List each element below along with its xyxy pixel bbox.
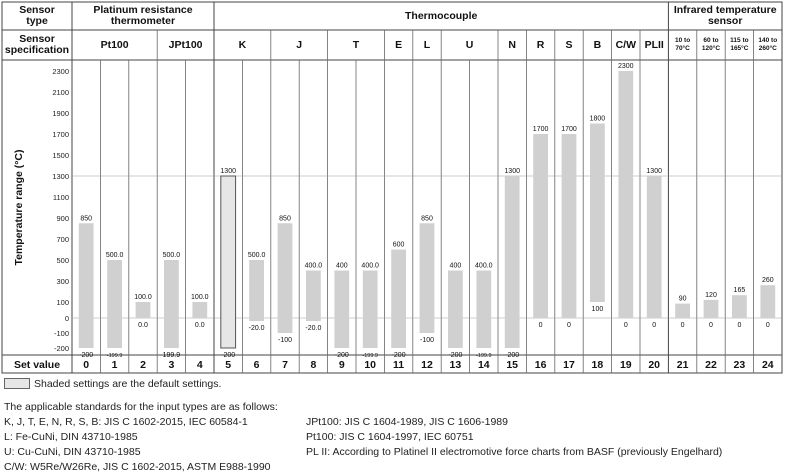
set-value-15: 15 xyxy=(506,359,519,371)
standards-intro: The applicable standards for the input types are as follows: xyxy=(4,401,278,413)
set-value-1: 1 xyxy=(111,359,118,371)
range-bar-7 xyxy=(278,223,293,333)
max-label-19: 2300 xyxy=(618,63,634,70)
set-value-16: 16 xyxy=(534,359,547,371)
min-label-24: 0 xyxy=(765,322,770,329)
sensor-type-label: Sensor type xyxy=(19,4,55,27)
y-tick-label-4: 1500 xyxy=(52,151,69,160)
range-bar-15 xyxy=(505,176,520,348)
set-value-3: 3 xyxy=(168,359,175,371)
range-bar-12 xyxy=(420,223,435,333)
range-bar-1 xyxy=(107,260,122,348)
max-label-1: 500.0 xyxy=(105,252,124,259)
min-label-9: -200 xyxy=(334,352,349,359)
min-label-12: -100 xyxy=(419,337,435,344)
set-value-22: 22 xyxy=(705,359,717,371)
range-bar-16 xyxy=(533,134,548,318)
min-label-23: 0 xyxy=(737,322,742,329)
set-value-12: 12 xyxy=(421,359,433,371)
set-value-8: 8 xyxy=(310,359,317,371)
set-value-2: 2 xyxy=(140,359,146,371)
y-tick-label-6: 1100 xyxy=(52,193,69,202)
group-label-1: Thermocouple xyxy=(405,10,478,22)
range-bar-2 xyxy=(136,302,151,318)
default-setting-legend-swatch xyxy=(4,378,30,389)
standard-right-2: Pt100: JIS C 1604-1997, IEC 60751 xyxy=(306,431,474,443)
min-label-0: -200 xyxy=(79,352,94,359)
y-tick-label-7: 900 xyxy=(56,214,69,223)
spec-label-17: 140 to 260°C xyxy=(758,37,778,52)
min-label-3: 199.9 xyxy=(162,351,181,359)
spec-label-15: 60 to 120°C xyxy=(701,37,721,52)
min-label-22: 0 xyxy=(709,322,713,329)
min-label-11: -200 xyxy=(391,352,406,359)
min-label-18: 100 xyxy=(591,306,604,313)
min-label-15: -200 xyxy=(505,352,520,359)
min-label-21: 0 xyxy=(680,322,685,329)
max-label-11: 600 xyxy=(392,241,405,249)
max-label-6: 500.0 xyxy=(247,252,266,259)
max-label-15: 1300 xyxy=(504,168,520,175)
y-tick-label-2: 1900 xyxy=(52,109,69,118)
max-label-8: 400.0 xyxy=(304,262,323,270)
max-label-10: 400.0 xyxy=(361,262,379,270)
range-bar-18 xyxy=(590,124,605,303)
set-value-9: 9 xyxy=(338,359,345,371)
set-value-21: 21 xyxy=(676,359,689,371)
spec-label-0: Pt100 xyxy=(100,39,129,51)
spec-label-7: U xyxy=(465,39,474,51)
y-tick-label-13: -100 xyxy=(53,329,69,338)
spec-label-12: C/W xyxy=(615,39,637,51)
set-value-10: 10 xyxy=(364,359,377,371)
range-bar-24 xyxy=(760,285,775,318)
y-tick-label-0: 2300 xyxy=(52,67,69,76)
set-value-7: 7 xyxy=(282,359,288,371)
standard-left-3: U: Cu-CuNi, DIN 43710-1985 xyxy=(4,446,141,458)
range-bar-6 xyxy=(249,260,264,321)
max-label-12: 850 xyxy=(421,215,433,223)
set-value-23: 23 xyxy=(733,359,746,371)
sensor-spec-label: Sensor specification xyxy=(4,33,70,56)
min-label-4: 0.0 xyxy=(194,322,205,329)
max-label-20: 1300 xyxy=(646,168,662,175)
y-tick-label-3: 1700 xyxy=(52,130,69,139)
legend-note: Shaded settings are the default settings. xyxy=(34,378,222,390)
min-label-1: -199.9 xyxy=(106,352,123,359)
range-bar-5 xyxy=(221,176,236,348)
max-label-23: 165 xyxy=(733,287,746,295)
set-value-14: 14 xyxy=(477,359,490,371)
max-label-4: 100.0 xyxy=(191,294,209,301)
max-label-24: 260 xyxy=(761,277,774,285)
max-label-16: 1700 xyxy=(532,126,549,133)
spec-label-3: J xyxy=(296,39,303,51)
range-bar-20 xyxy=(647,176,662,318)
spec-label-2: K xyxy=(238,39,247,51)
set-value-18: 18 xyxy=(591,359,604,371)
standard-left-1: K, J, T, E, N, R, S, B: JIS C 1602-2015, IEC 60584-1 xyxy=(4,416,248,428)
set-value-17: 17 xyxy=(563,359,575,371)
range-bar-4 xyxy=(192,302,207,318)
min-label-2: 0.0 xyxy=(138,322,148,329)
set-value-5: 5 xyxy=(225,359,232,371)
min-label-7: -100 xyxy=(277,337,293,344)
min-label-17: 0 xyxy=(567,322,571,329)
max-label-5: 1300 xyxy=(220,168,236,175)
group-label-0: Platinum resistance thermometer xyxy=(93,4,193,27)
max-label-0: 850 xyxy=(80,215,93,223)
standard-right-1: JPt100: JIS C 1604-1989, JIS C 1606-1989 xyxy=(306,416,508,428)
min-label-20: 0 xyxy=(652,322,657,329)
min-label-5: -200 xyxy=(221,352,236,359)
spec-label-5: E xyxy=(395,39,403,51)
standard-left-2: L: Fe-CuNi, DIN 43710-1985 xyxy=(4,431,138,443)
set-value-24: 24 xyxy=(761,359,774,371)
range-bar-14 xyxy=(476,271,491,348)
min-label-19: 0 xyxy=(623,322,628,329)
spec-label-13: PLII xyxy=(644,39,664,51)
y-tick-label-12: 0 xyxy=(64,314,69,323)
max-label-18: 1800 xyxy=(589,115,606,123)
spec-label-10: S xyxy=(565,39,573,51)
set-value-4: 4 xyxy=(196,359,203,371)
spec-label-9: R xyxy=(536,39,545,51)
y-axis-title: Temperature range (°C) xyxy=(13,149,25,266)
y-tick-label-1: 2100 xyxy=(52,88,69,97)
standard-left-4: C/W: W5Re/W26Re, JIS C 1602-2015, ASTM E988-1990 xyxy=(4,461,271,473)
set-value-20: 20 xyxy=(648,359,661,371)
y-tick-label-5: 1300 xyxy=(52,172,69,181)
min-label-14: -199.9 xyxy=(475,352,492,359)
max-label-9: 400 xyxy=(335,262,348,270)
y-tick-label-11: 100 xyxy=(56,298,69,307)
y-tick-label-8: 700 xyxy=(56,235,69,244)
max-label-7: 850 xyxy=(279,215,291,223)
range-bar-23 xyxy=(732,295,747,318)
max-label-3: 500.0 xyxy=(162,252,181,259)
max-label-17: 1700 xyxy=(561,126,577,133)
spec-label-6: L xyxy=(423,39,431,51)
set-value-11: 11 xyxy=(393,359,405,371)
min-label-16: 0 xyxy=(538,322,543,329)
set-value-19: 19 xyxy=(619,359,632,371)
range-bar-22 xyxy=(704,300,719,318)
range-bar-9 xyxy=(334,271,349,349)
max-label-21: 90 xyxy=(678,295,687,303)
range-bar-13 xyxy=(448,271,463,349)
standard-right-3: PL II: According to Platinel II electromotive force charts from BASF (previously Engelhard) xyxy=(306,446,723,458)
spec-label-16: 115 to 165°C xyxy=(730,37,749,52)
set-value-label: Set value xyxy=(13,359,61,371)
min-label-8: -20.0 xyxy=(305,325,322,332)
y-tick-label-9: 500 xyxy=(56,256,69,265)
set-value-0: 0 xyxy=(83,359,90,371)
y-tick-label-10: 300 xyxy=(56,277,69,286)
spec-label-4: T xyxy=(352,39,360,51)
range-bar-3 xyxy=(164,260,179,348)
min-label-13: -200 xyxy=(448,352,463,359)
spec-label-1: JPt100 xyxy=(168,39,203,51)
min-label-10: -199.9 xyxy=(362,352,379,359)
group-label-2: Infrared temperature sensor xyxy=(673,4,777,27)
set-value-6: 6 xyxy=(253,359,260,371)
max-label-22: 120 xyxy=(705,291,717,299)
set-value-13: 13 xyxy=(449,359,462,371)
max-label-14: 400.0 xyxy=(475,262,493,270)
y-tick-label-14: -200 xyxy=(53,344,69,353)
spec-label-8: N xyxy=(508,39,516,51)
range-bar-8 xyxy=(306,271,321,322)
max-label-2: 100.0 xyxy=(134,294,152,301)
spec-label-14: 10 to 70°C xyxy=(675,37,691,52)
max-label-13: 400 xyxy=(449,262,462,270)
min-label-6: -20.0 xyxy=(248,325,265,332)
range-bar-0 xyxy=(79,223,94,348)
range-bar-10 xyxy=(363,271,378,348)
range-bar-11 xyxy=(391,250,406,349)
spec-label-11: B xyxy=(593,39,602,51)
range-bar-19 xyxy=(618,71,633,318)
range-bar-21 xyxy=(675,304,690,318)
range-bar-17 xyxy=(562,134,577,318)
